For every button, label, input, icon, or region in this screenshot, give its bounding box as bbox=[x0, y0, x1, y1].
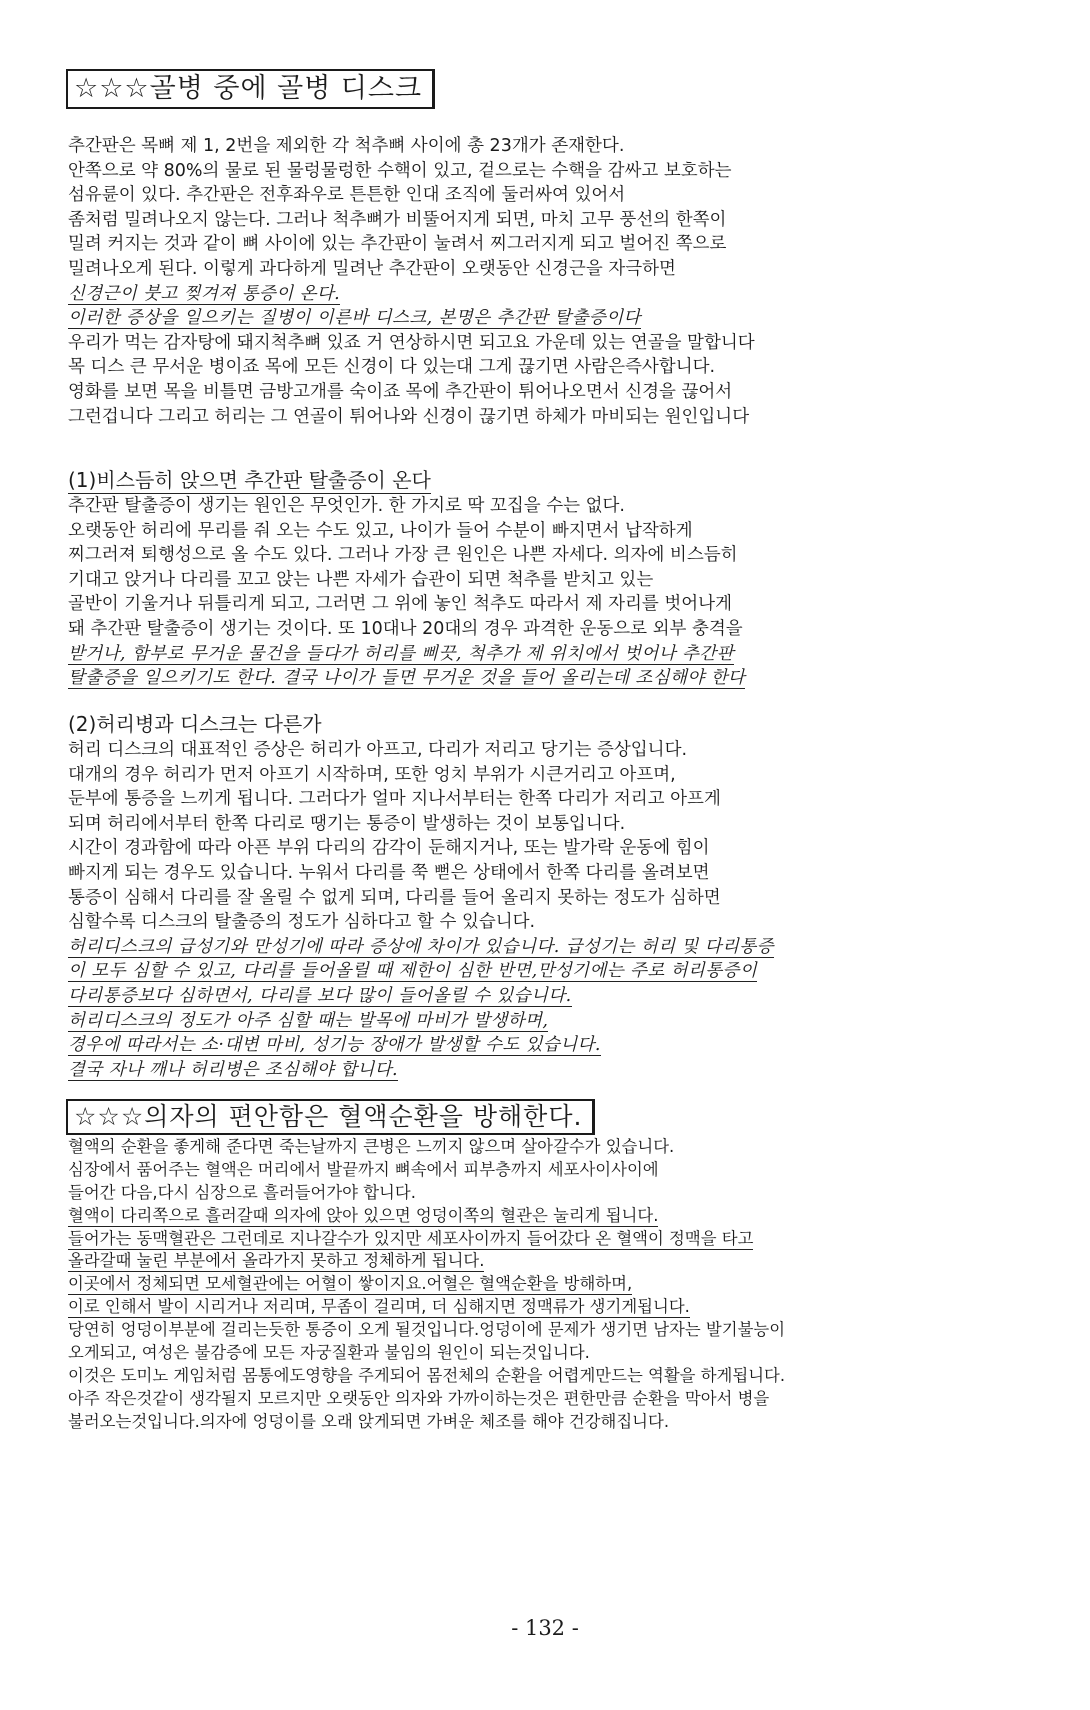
section-title-chair: ☆☆☆의자의 편안함은 혈액순환을 방해한다. bbox=[66, 1099, 595, 1135]
handwritten-line: 허리디스크의 급성기와 만성기에 따라 증상에 차이가 있습니다. 급성기는 허리 및 다리통증 bbox=[68, 936, 774, 957]
section-posture bbox=[68, 466, 968, 691]
text-line: 안쪽으로 약 80%의 물로 된 물렁물렁한 수핵이 있고, 겉으로는 수핵을 감싸고 보호하는 bbox=[68, 160, 732, 181]
section-back-pain bbox=[68, 710, 968, 1082]
text-line: 추간판 탈출증이 생기는 원인은 무엇인가. 한 가지로 딱 꼬집을 수는 없다. bbox=[68, 496, 625, 516]
handwritten-line: 경우에 따라서는 소·대변 마비, 성기능 장애가 발생할 수도 있습니다. bbox=[68, 1035, 601, 1056]
section-title-disc: ☆☆☆골병 중에 골병 디스크 bbox=[66, 69, 435, 109]
text-line: 되며 허리에서부터 한쪽 다리로 땡기는 통증이 발생하는 것이 보통입니다. bbox=[68, 813, 626, 834]
text-line: 올라갈때 눌린 부분에서 올라가지 못하고 정체하게 됩니다. bbox=[68, 1251, 485, 1271]
text-line: 섬유륜이 있다. 추간판은 전후좌우로 튼튼한 인대 조직에 둘러싸여 있어서 bbox=[68, 185, 626, 206]
handwritten-line: 허리디스크의 정도가 아주 심할 때는 발목에 마비가 발생하며, bbox=[68, 1010, 549, 1031]
text-line: 추간판은 목뼈 제 1, 2번을 제외한 각 척추뼈 사이에 총 23개가 존재한다. bbox=[68, 136, 625, 156]
text-line: 오랫동안 허리에 무리를 줘 오는 수도 있고, 나이가 들어 수분이 빠지면서 납작하게 bbox=[68, 520, 693, 541]
text-line: 통증이 심해서 다리를 잘 올릴 수 없게 되며, 다리를 들어 올리지 못하는 정도가 심하면 bbox=[68, 887, 721, 908]
text-line: 아주 작은것같이 생각될지 모르지만 오랫동안 의자와 가까이하는것은 편한만큼 순환을 막아서 병을 bbox=[68, 1388, 770, 1408]
text-line: 오게되고, 여성은 불감증에 모든 자궁질환과 불임의 원인이 되는것입니다. bbox=[68, 1343, 590, 1363]
text-line: 혈액이 다리쪽으로 흘러갈때 의자에 앉아 있으면 엉덩이쪽의 혈관은 눌리게 됩니다. bbox=[68, 1205, 659, 1225]
subsection-heading: (1)비스듬히 앉으면 추간판 탈출증이 온다 bbox=[68, 468, 431, 492]
text-line: 우리가 먹는 감자탕에 돼지척추뼈 있죠 거 연상하시면 되고요 가운데 있는 연골을 말합니다 bbox=[68, 332, 755, 353]
text-line: 심장에서 품어주는 혈액은 머리에서 발끝까지 뼈속에서 피부층까지 세포사이사이에 bbox=[68, 1159, 659, 1179]
text-line: 들어가는 동맥혈관은 그런데로 지나갈수가 있지만 세포사이까지 들어갔다 온 혈액이 정맥을 타고 bbox=[68, 1228, 754, 1248]
text-line: 골반이 기울거나 뒤틀리게 되고, 그러면 그 위에 놓인 척추도 따라서 제 자리를 벗어나게 bbox=[68, 594, 732, 615]
page-number: - 132 - bbox=[511, 1616, 579, 1640]
text-line: 돼 추간판 탈출증이 생기는 것이다. 또 10대나 20대의 경우 과격한 운동으로 외부 충격을 bbox=[68, 618, 743, 639]
text-line: 시간이 경과함에 따라 아픈 부위 다리의 감각이 둔해지거나, 또는 발가락 운동에 힘이 bbox=[68, 838, 710, 859]
handwritten-line: 이 모두 심할 수 있고, 다리를 들어올릴 때 제한이 심한 반면,만성기에는 주로 허리통증이 bbox=[68, 961, 758, 982]
text-line: 심할수록 디스크의 탈출증의 정도가 심하다고 할 수 있습니다. bbox=[68, 912, 536, 933]
handwritten-line: 다리통증보다 심하면서, 다리를 보다 많이 들어올릴 수 있습니다. bbox=[68, 985, 572, 1006]
section-body-chair bbox=[68, 1136, 968, 1434]
handwritten-line: 신경근이 붓고 찢겨져 통증이 온다. bbox=[68, 283, 341, 304]
text-line: 빠지게 되는 경우도 있습니다. 누워서 다리를 쭉 뻗은 상태에서 한쪽 다리를 올려보면 bbox=[68, 862, 710, 883]
text-line: 기대고 앉거나 다리를 꼬고 앉는 나쁜 자세가 습관이 되면 척추를 받치고 있는 bbox=[68, 569, 654, 590]
text-line: 이로 인해서 발이 시리거나 저리며, 무좀이 걸리며, 더 심해지면 정맥류가 생기게됩니다. bbox=[68, 1297, 690, 1317]
handwritten-line: 이러한 증상을 일으키는 질병이 이른바 디스크, 본명은 추간판 탈출증이다 bbox=[68, 308, 641, 329]
text-line: 둔부에 통증을 느끼게 됩니다. 그러다가 얼마 지나서부터는 한쪽 다리가 저리고 아프게 bbox=[68, 789, 721, 810]
text-line: 들어간 다음,다시 심장으로 흘러들어가야 합니다. bbox=[68, 1182, 416, 1202]
handwritten-line: 탈출증을 일으키기도 한다. 결국 나이가 들면 무거운 것을 들어 올리는데 조심해야 한다 bbox=[68, 668, 746, 689]
subsection-heading: (2)허리병과 디스크는 다른가 bbox=[68, 712, 322, 736]
text-line: 밀려나오게 된다. 이렇게 과다하게 밀려난 추간판이 오랫동안 신경근을 자극하면 bbox=[68, 258, 676, 279]
section-body-disc bbox=[68, 134, 968, 429]
text-line: 당연히 엉덩이부분에 걸리는듯한 통증이 오게 될것입니다.엉덩이에 문제가 생기면 남자는 발기불능이 bbox=[68, 1320, 786, 1340]
text-line: 찌그러져 퇴행성으로 올 수도 있다. 그러나 가장 큰 원인은 나쁜 자세다. 의자에 비스듬히 bbox=[68, 545, 738, 566]
text-line: 대개의 경우 허리가 먼저 아프기 시작하며, 또한 엉치 부위가 시큰거리고 아프며, bbox=[68, 764, 676, 785]
text-line: 밀려 커지는 것과 같이 뼈 사이에 있는 추간판이 눌려서 찌그러지게 되고 벌어진 쪽으로 bbox=[68, 234, 727, 255]
text-line: 불러오는것입니다.의자에 엉덩이를 오래 앉게되면 가벼운 체조를 해야 건강해집니다. bbox=[68, 1411, 670, 1431]
handwritten-line: 결국 자나 깨나 허리병은 조심해야 합니다. bbox=[68, 1059, 398, 1080]
text-line: 이곳에서 정체되면 모세혈관에는 어혈이 쌓이지요.어혈은 혈액순환을 방해하며, bbox=[68, 1274, 633, 1294]
text-line: 허리 디스크의 대표적인 증상은 허리가 아프고, 다리가 저리고 당기는 증상입니다. bbox=[68, 740, 688, 760]
text-line: 그런겁니다 그리고 허리는 그 연골이 튀어나와 신경이 끊기면 하체가 마비되는 원인입니다 bbox=[68, 406, 750, 427]
text-line: 혈액의 순환을 좋게해 준다면 죽는날까지 큰병은 느끼지 않으며 살아갈수가 있습니다. bbox=[68, 1137, 675, 1156]
text-line: 이것은 도미노 게임처럼 몸통에도영향을 주게되어 몸전체의 순환을 어렵게만드는 역활을 하게됩니다. bbox=[68, 1365, 786, 1385]
text-line: 좀처럼 밀려나오지 않는다. 그러나 척추뼈가 비뚤어지게 되면, 마치 고무 풍선의 한쪽이 bbox=[68, 209, 727, 230]
text-line: 영화를 보면 목을 비틀면 금방고개를 숙이죠 목에 추간판이 튀어나오면서 신경을 끊어서 bbox=[68, 381, 733, 402]
handwritten-line: 받거나, 함부로 무거운 물건을 들다가 허리를 삐끗, 척추가 제 위치에서 벗어나 추간판 bbox=[68, 643, 734, 664]
text-line: 목 디스 큰 무서운 병이죠 목에 모든 신경이 다 있는대 그게 끊기면 사람은즉사합니다. bbox=[68, 357, 716, 378]
